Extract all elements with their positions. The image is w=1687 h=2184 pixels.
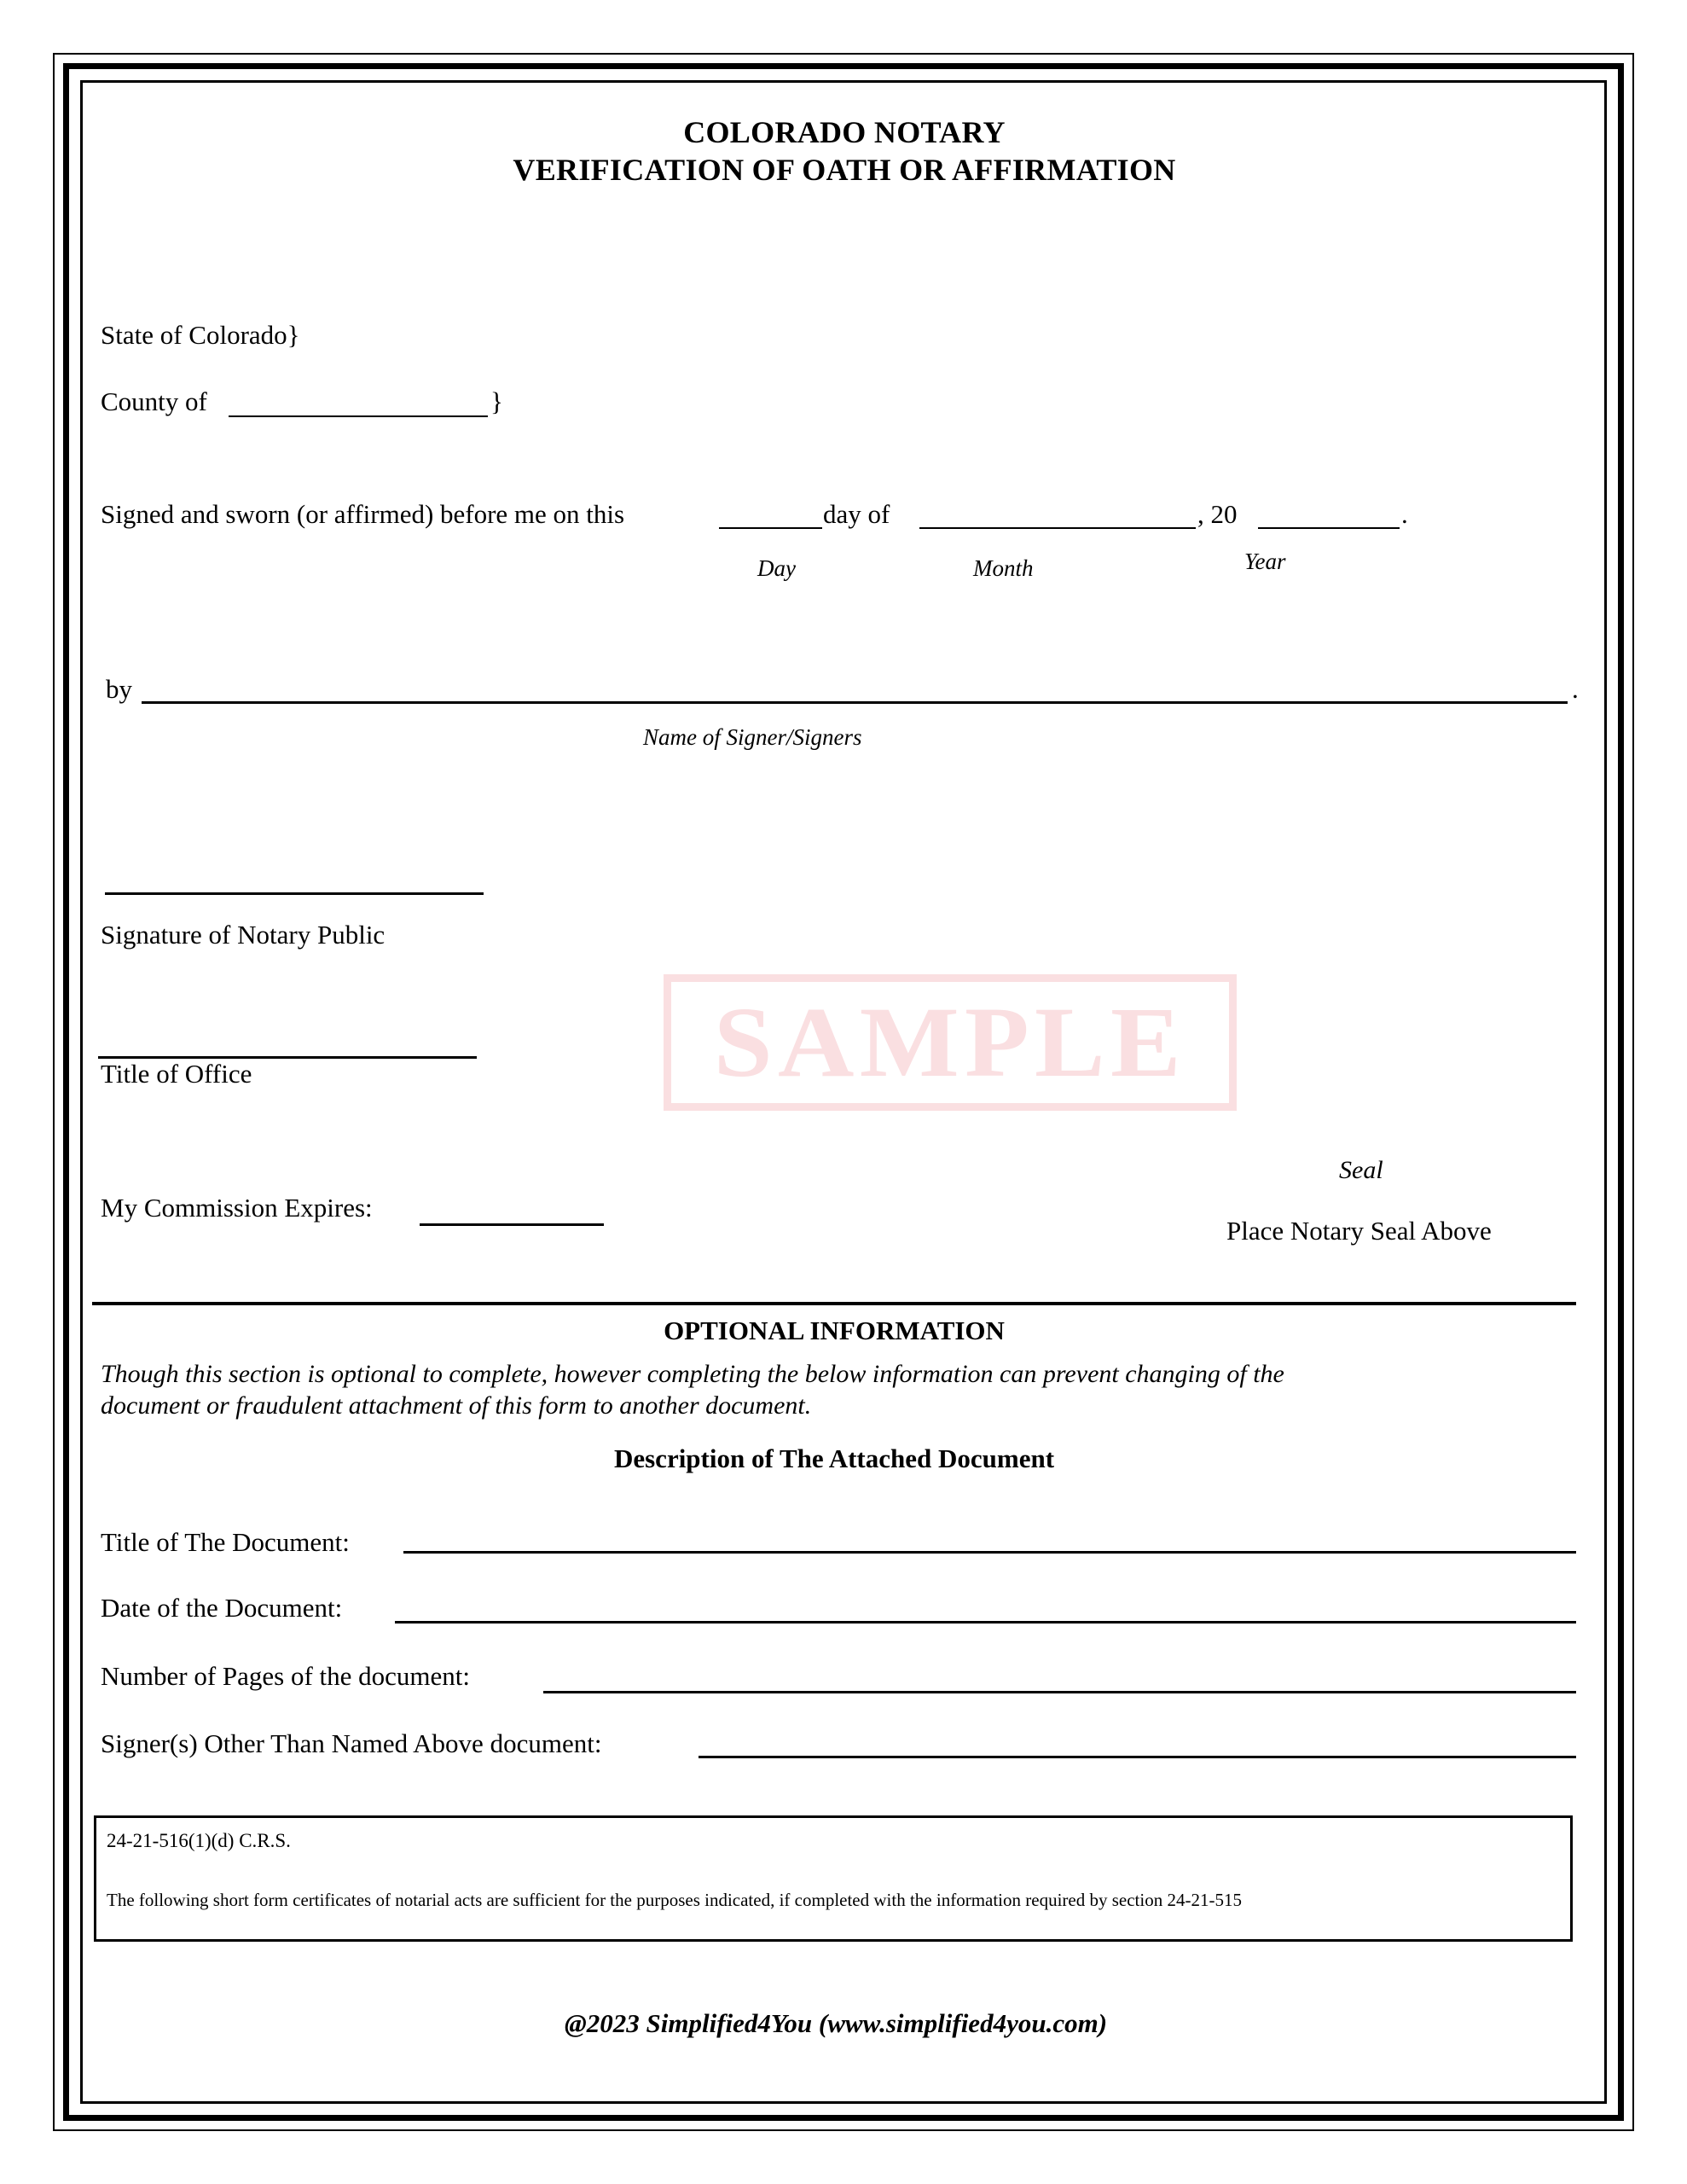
field-label-title-of-document: Title of The Document: — [101, 1527, 350, 1557]
document-title: COLORADO NOTARY — [683, 115, 1006, 149]
signer-terminal-period: . — [1572, 674, 1579, 704]
sample-watermark-text: SAMPLE — [713, 986, 1187, 1098]
notary-signature-label: Signature of Notary Public — [101, 920, 386, 950]
commission-expires-label: My Commission Expires: — [101, 1193, 373, 1223]
jurat-lead-text: Signed and sworn (or affirmed) before me on this — [101, 499, 625, 529]
jurat-day-of-text: day of — [823, 499, 890, 529]
jurat-day-blank[interactable] — [719, 527, 822, 529]
county-blank[interactable] — [229, 415, 488, 417]
statute-reference-box — [94, 1815, 1573, 1942]
by-label: by — [106, 674, 132, 704]
description-of-attached-document-heading: Description of The Attached Document — [613, 1443, 1055, 1473]
page-border-inner — [80, 80, 1607, 2104]
jurat-caption-day: Day — [757, 555, 796, 581]
document-subtitle: VERIFICATION OF OATH OR AFFIRMATION — [513, 153, 1176, 187]
signer-name-caption: Name of Signer/Signers — [643, 724, 862, 750]
field-label-date-of-document: Date of the Document: — [101, 1593, 343, 1623]
jurat-caption-year: Year — [1244, 549, 1286, 574]
field-blank-number-of-pages[interactable] — [543, 1691, 1576, 1693]
commission-expires-blank[interactable] — [420, 1223, 604, 1226]
jurat-terminal-period: . — [1401, 499, 1408, 529]
footer-copyright: @2023 Simplified4You (www.simplified4you.com) — [564, 2008, 1108, 2038]
title-of-office-label: Title of Office — [101, 1059, 252, 1089]
statute-text: The following short form certificates of notarial acts are sufficient for the purposes indicated, if completed with the information required by section 24-21-515 — [107, 1890, 1242, 1910]
jurat-month-blank[interactable] — [919, 527, 1196, 529]
field-blank-title-of-document[interactable] — [403, 1551, 1576, 1554]
optional-disclaimer-line-2: document or fraudulent attachment of this form to another document. — [101, 1391, 812, 1420]
field-label-number-of-pages: Number of Pages of the document: — [101, 1661, 471, 1691]
place-notary-seal-label: Place Notary Seal Above — [1226, 1216, 1492, 1246]
county-brace: } — [490, 386, 503, 416]
jurat-year-prefix: , 20 — [1197, 499, 1238, 529]
seal-label: Seal — [1339, 1156, 1383, 1184]
field-blank-date-of-document[interactable] — [395, 1621, 1576, 1623]
optional-disclaimer-line-1: Though this section is optional to complete, however completing the below information can prevent changing of the — [101, 1360, 1284, 1388]
county-of-label: County of — [101, 386, 207, 416]
optional-information-heading: OPTIONAL INFORMATION — [664, 1316, 1005, 1345]
jurat-year-blank[interactable] — [1258, 527, 1400, 529]
jurat-caption-month: Month — [973, 555, 1034, 581]
signer-name-blank[interactable] — [142, 701, 1568, 704]
notary-signature-blank[interactable] — [105, 892, 484, 895]
statute-citation: 24-21-516(1)(d) C.R.S. — [107, 1830, 291, 1851]
field-blank-other-signers[interactable] — [699, 1756, 1576, 1758]
field-label-other-signers: Signer(s) Other Than Named Above document: — [101, 1728, 602, 1758]
optional-section-divider — [92, 1302, 1576, 1305]
state-of-colorado-label: State of Colorado} — [101, 320, 300, 350]
